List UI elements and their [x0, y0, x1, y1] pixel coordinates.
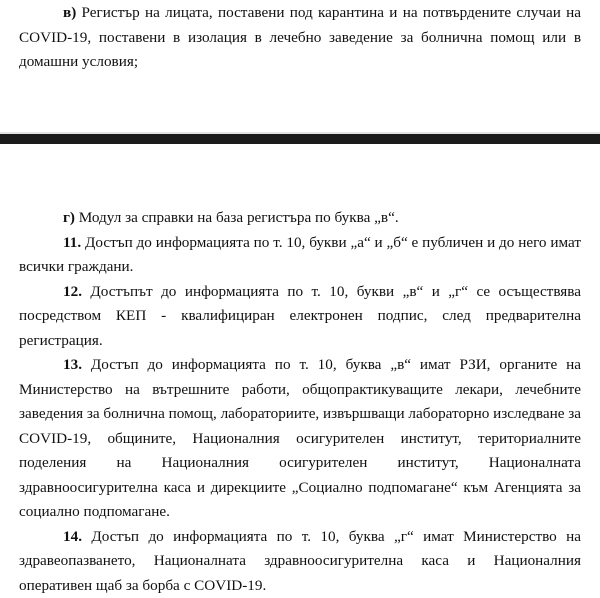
- section-v-text: Регистър на лицата, поставени под карантина и на потвърдените случаи на COVID-19, поставени в изолация в лечебно заведение за болнична помощ или в домашни условия;: [19, 4, 581, 70]
- item-13-paragraph: [19, 353, 581, 525]
- item-13-number: 13.: [63, 356, 82, 373]
- page-break-divider: [0, 134, 600, 144]
- item-11-text: Достъп до информацията по т. 10, букви „а“ и „б“ е публичен и до него имат всички граждани.: [19, 234, 581, 276]
- section-g-text: Модул за справки на база регистъра по буква „в“.: [75, 209, 399, 226]
- section-v-lead: в): [63, 4, 76, 21]
- item-12-paragraph: [19, 280, 581, 354]
- item-14-text: Достъп до информацията по т. 10, буква „г“ имат Министерство на здравеопазването, Националната здравноосигурителна каса и Националния оперативен щаб за борба с COVID-19.: [19, 528, 581, 594]
- item-14-paragraph: [19, 525, 581, 598]
- document-block-bottom: [19, 206, 581, 598]
- item-11-paragraph: [19, 231, 581, 280]
- section-g-paragraph: [19, 206, 581, 231]
- item-11-number: 11.: [63, 234, 81, 251]
- section-g-lead: г): [63, 209, 75, 226]
- section-v-paragraph: [19, 1, 581, 75]
- item-12-number: 12.: [63, 283, 82, 300]
- document-block-top: [19, 1, 581, 75]
- item-13-text: Достъп до информацията по т. 10, буква „в“ имат РЗИ, органите на Министерство на вътрешните работи, общопрактикуващите лекари, лечебните заведения за болнична помощ, лабораториите, извършващи лабораторно изследване за COVID-19, общините, Националния осигурителен институт, териториалните поделения на Националния осигурителен институт, Националната здравноосигурителна каса и дирекциите „Социално подпомагане“ към Агенцията за социално подпомагане.: [19, 356, 581, 520]
- item-12-text: Достъпът до информацията по т. 10, букви „в“ и „г“ се осъществява посредством КЕП - квалифициран електронен подпис, след предварителна регистрация.: [19, 283, 581, 349]
- item-14-number: 14.: [63, 528, 82, 545]
